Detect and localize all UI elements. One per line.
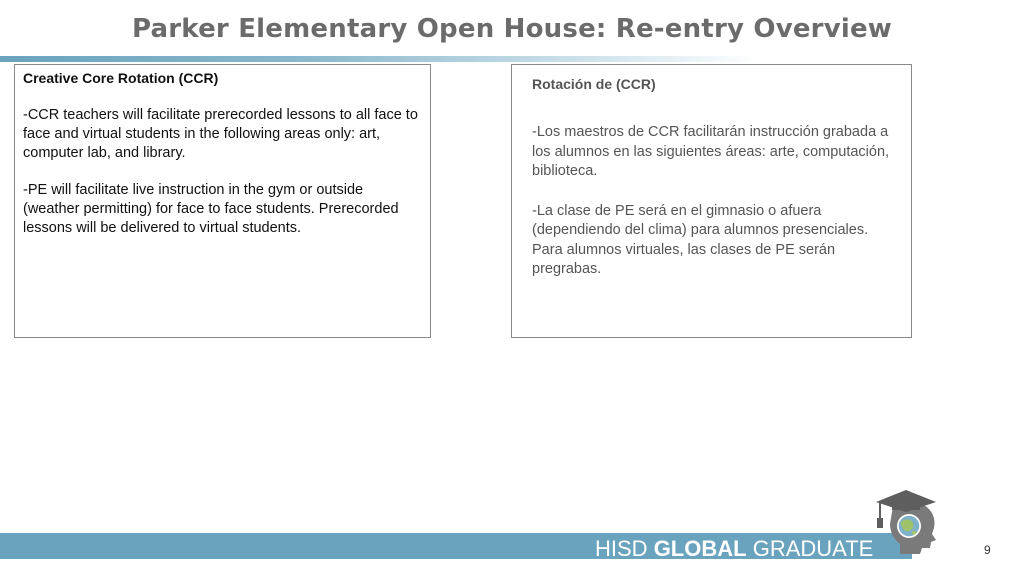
page-number: 9 [984, 543, 991, 557]
spanish-text-box [511, 64, 912, 338]
english-heading: Creative Core Rotation (CCR) [23, 70, 219, 86]
graduate-head-logo-icon [870, 488, 940, 554]
footer-brand-bold: GLOBAL [653, 536, 747, 561]
slide-title: Parker Elementary Open House: Re-entry Overview [131, 14, 893, 44]
footer-brand-prefix: HISD [595, 536, 648, 561]
title-underline-bar [0, 56, 760, 62]
spanish-paragraph-2: -La clase de PE será en el gimnasio o afuera (dependiendo del clima) para alumnos presenciales. Para alumnos virtuales, las clases de PE serán pregrabas. [532, 202, 869, 277]
spanish-heading: Rotación de (CCR) [532, 76, 656, 92]
english-paragraph-1: -CCR teachers will facilitate prerecorded lessons to all face to face and virtual students in the following areas only: art, computer lab, and library. [23, 107, 418, 161]
footer-brand [595, 536, 873, 562]
english-paragraph-2: -PE will facilitate live instruction in the gym or outside (weather permitting) for face to face students. Prerecorded lessons will be delivered to virtual students. [23, 182, 399, 236]
spanish-paragraph-1: -Los maestros de CCR facilitarán instrucción grabada a los alumnos en las siguientes áreas: arte, computación, biblioteca. [532, 124, 890, 179]
footer-brand-suffix: GRADUATE [752, 536, 874, 561]
english-text-box [14, 64, 431, 338]
